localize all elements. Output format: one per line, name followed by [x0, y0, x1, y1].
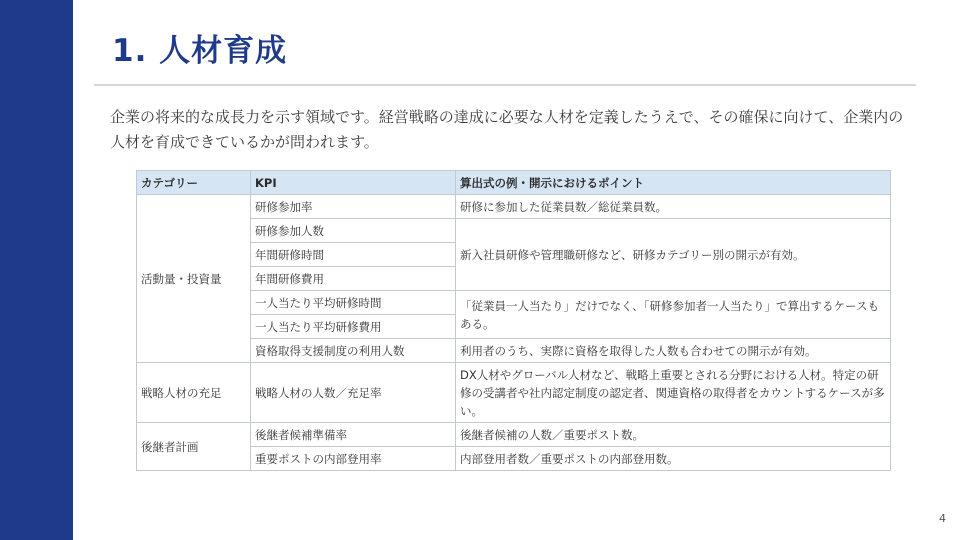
kpi-cell: 年間研修費用: [251, 267, 456, 291]
kpi-cell: 資格取得支援制度の利用人数: [251, 339, 456, 363]
table-row: [137, 423, 891, 447]
page-number: 4: [939, 512, 946, 525]
kpi-cell: 研修参加人数: [251, 219, 456, 243]
kpi-cell: 戦略人材の人数／充足率: [251, 363, 456, 423]
table-row: [137, 219, 891, 243]
table-header-row: [137, 171, 891, 195]
kpi-cell: 研修参加率: [251, 195, 456, 219]
header-category: カテゴリー: [137, 171, 251, 195]
point-cell: 研修に参加した従業員数／総従業員数。: [456, 195, 891, 219]
point-cell: 利用者のうち、実際に資格を取得した人数も合わせての開示が有効。: [456, 339, 891, 363]
table-row: [137, 447, 891, 471]
kpi-cell: 年間研修時間: [251, 243, 456, 267]
kpi-cell: 一人当たり平均研修費用: [251, 315, 456, 339]
kpi-cell: 後継者候補準備率: [251, 423, 456, 447]
header-point: 算出式の例・開示におけるポイント: [456, 171, 891, 195]
kpi-table: [136, 170, 891, 471]
title-divider: [94, 84, 916, 86]
table-row: [137, 363, 891, 423]
table-row: [137, 195, 891, 219]
category-cell: 活動量・投資量: [137, 195, 251, 363]
table-row: [137, 339, 891, 363]
side-accent-bar: [0, 0, 73, 540]
point-cell: 内部登用者数／重要ポストの内部登用数。: [456, 447, 891, 471]
lead-paragraph: 企業の将来的な成長力を示す領域です。経営戦略の達成に必要な人材を定義したうえで、その確保に向けて、企業内の人材を育成できているかが問われます。: [110, 108, 904, 151]
table-row: [137, 291, 891, 315]
kpi-cell: 重要ポストの内部登用率: [251, 447, 456, 471]
category-cell: 後継者計画: [137, 423, 251, 471]
kpi-cell: 一人当たり平均研修時間: [251, 291, 456, 315]
category-cell: 戦略人材の充足: [137, 363, 251, 423]
page-title: 1. 人材育成: [112, 33, 288, 69]
point-cell: 後継者候補の人数／重要ポスト数。: [456, 423, 891, 447]
point-cell: 「従業員一人当たり」だけでなく、「研修参加者一人当たり」で算出するケースもある。: [456, 291, 891, 339]
header-kpi: KPI: [251, 171, 456, 195]
point-cell: DX人材やグローバル人材など、戦略上重要とされる分野における人材。特定の研修の受講者や社内認定制度の認定者、関連資格の取得者をカウントするケースが多い。: [456, 363, 891, 423]
point-cell: 新入社員研修や管理職研修など、研修カテゴリー別の開示が有効。: [456, 219, 891, 291]
